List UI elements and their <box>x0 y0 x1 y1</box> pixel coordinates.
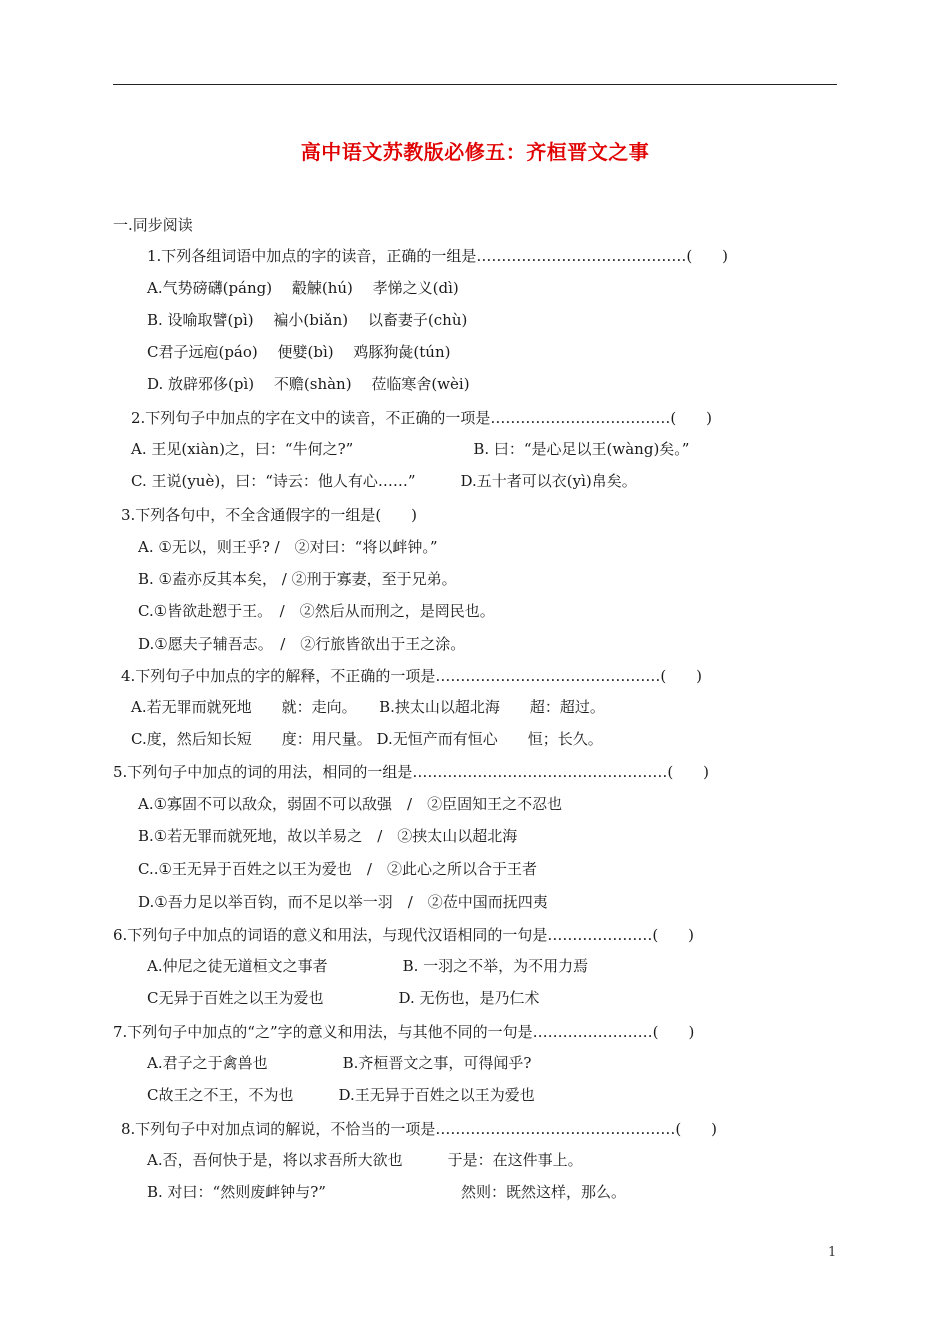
question-5-option-d: D.①吾力足以举百钧，而不足以举一羽 / ②莅中国而抚四夷 <box>138 893 548 911</box>
document-title: 高中语文苏教版必修五：齐桓晋文之事 <box>300 140 650 164</box>
question-3-option-c: C.①皆欲赴愬于王。 / ②然后从而刑之，是罔民也。 <box>138 602 495 620</box>
question-5-option-c: C..①王无异于百姓之以王为爱也 / ②此心之所以合于王者 <box>138 860 537 878</box>
question-4-stem: 4.下列句子中加点的字的解释，不正确的一项是………………………………………( ) <box>121 667 703 685</box>
page-number: 1 <box>828 1245 837 1260</box>
question-4-options-ab: A.若无罪而就死地 就：走向。 B.挟太山以超北海 超：超过。 <box>131 698 605 716</box>
question-6-stem: 6.下列句子中加点的词语的意义和用法，与现代汉语相同的一句是…………………( ) <box>113 926 695 944</box>
section-heading: 一.同步阅读 <box>113 216 193 234</box>
question-8-stem: 8.下列句子中对加点词的解说，不恰当的一项是…………………………………………( ) <box>121 1120 718 1138</box>
question-2-stem: 2.下列句子中加点的字在文中的读音，不正确的一项是………………………………( ) <box>131 409 713 427</box>
question-7-options-cd: C故王之不王，不为也 D.王无异于百姓之以王为爱也 <box>147 1086 535 1104</box>
question-1-option-a: A.气势磅礴(páng) 觳觫(hú) 孝悌之义(dì) <box>147 279 459 297</box>
header-rule <box>113 84 837 85</box>
question-6-options-cd: C无异于百姓之以王为爱也 D. 无伤也，是乃仁术 <box>147 989 540 1007</box>
question-3-option-a: A. ①无以，则王乎? / ②对曰：“将以衅钟。” <box>138 538 438 556</box>
question-7-options-ab: A.君子之于禽兽也 B.齐桓晋文之事，可得闻乎? <box>147 1054 532 1072</box>
question-3-option-d: D.①愿夫子辅吾志。 / ②行旅皆欲出于王之涂。 <box>138 635 466 653</box>
question-2-options-ab: A. 王见(xiàn)之，曰：“牛何之?” B. 曰：“是心足以王(wàng)矣。” <box>131 440 690 458</box>
question-5-option-a: A.①寡固不可以敌众，弱固不可以敌强 / ②臣固知王之不忍也 <box>138 795 563 813</box>
question-1-option-b: B. 设喻取譬(pì) 褊小(biǎn) 以畜妻子(chù) <box>147 311 468 329</box>
question-2-options-cd: C. 王说(yuè)，曰：“诗云：他人有心……” D.五十者可以衣(yì)帛矣。 <box>131 472 637 490</box>
question-3-option-b: B. ①盍亦反其本矣， / ②刑于寡妻，至于兄弟。 <box>138 570 457 588</box>
question-4-options-cd: C.度，然后知长短 度：用尺量。 D.无恒产而有恒心 恒；长久。 <box>131 730 603 748</box>
question-8-option-a: A.否，吾何快于是，将以求吾所大欲也 于是：在这件事上。 <box>147 1151 583 1169</box>
question-5-stem: 5.下列句子中加点的词的用法，相同的一组是……………………………………………( ) <box>113 763 710 781</box>
question-6-options-ab: A.仲尼之徒无道桓文之事者 B. 一羽之不举，为不用力焉 <box>147 957 589 975</box>
question-1-stem: 1.下列各组词语中加点的字的读音，正确的一组是……………………………………( ) <box>147 247 729 265</box>
question-1-option-d: D. 放辟邪侈(pì) 不赡(shàn) 莅临寒舍(wèi) <box>147 375 470 393</box>
question-3-stem: 3.下列各句中，不全含通假字的一组是( ) <box>121 506 418 524</box>
question-8-option-b: B. 对曰：“然则废衅钟与?” 然则：既然这样，那么。 <box>147 1183 626 1201</box>
question-7-stem: 7.下列句子中加点的“之”字的意义和用法，与其他不同的一句是……………………( ) <box>113 1023 695 1041</box>
question-1-option-c: C君子远庖(páo) 便嬖(bì) 鸡豚狗彘(tún) <box>147 343 451 361</box>
question-5-option-b: B.①若无罪而就死地，故以羊易之 / ②挟太山以超北海 <box>138 827 518 845</box>
